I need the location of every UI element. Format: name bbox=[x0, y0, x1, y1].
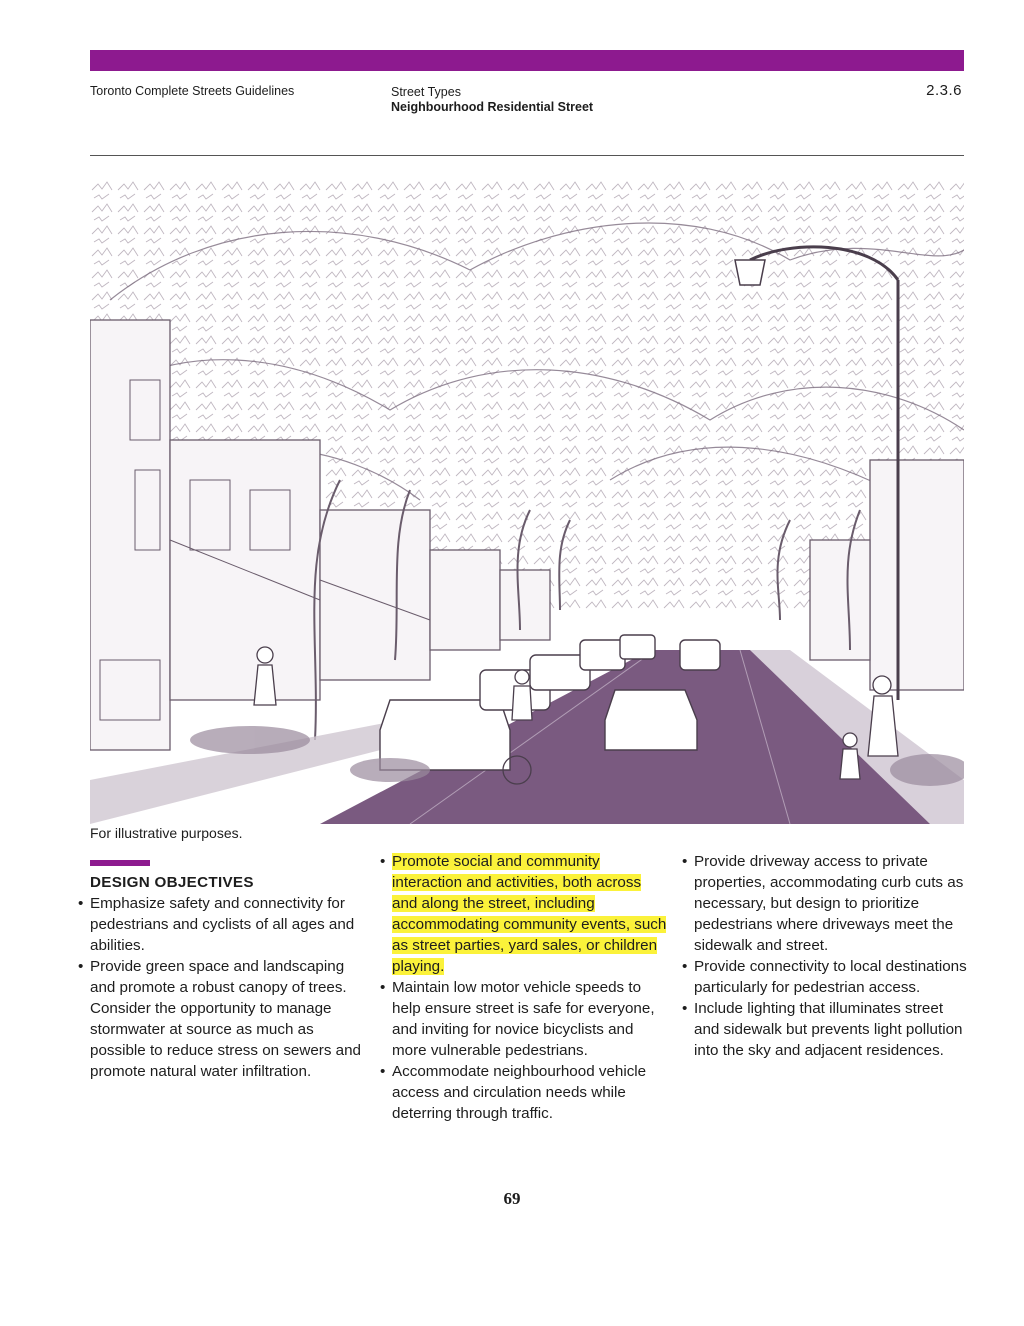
objective-item-highlighted bbox=[378, 851, 670, 977]
objectives-column-1 bbox=[76, 872, 368, 1082]
objective-item: • Maintain low motor vehicle speeds to help ensure street is safe for everyone, and inviting for novice bicyclists and more vulnerable pedestrians. bbox=[378, 977, 670, 1061]
figure-caption: For illustrative purposes. bbox=[90, 825, 243, 841]
section-title: Neighbourhood Residential Street bbox=[391, 100, 594, 114]
objective-item: • Provide driveway access to private properties, accommodating curb cuts as necessary, but design to prioritize pedestrians where driveways meet the sidewalk and street. bbox=[680, 851, 970, 956]
objective-item: • Include lighting that illuminates street and sidewalk but prevents light pollution into the sky and adjacent residences. bbox=[680, 998, 970, 1061]
header-divider bbox=[90, 155, 964, 156]
objective-item: • Provide green space and landscaping and promote a robust canopy of trees. Consider the opportunity to manage stormwater at source as much as possible to reduce stress on sewers and promote natural water infiltration. bbox=[76, 956, 368, 1082]
section-number: 2.3.6 bbox=[926, 82, 962, 99]
section-accent-bar bbox=[90, 860, 150, 866]
design-objectives-heading: DESIGN OBJECTIVES bbox=[90, 874, 254, 891]
highlighted-text: Promote social and community interaction and activities, both across and along the street, including accommodating community events, such as street parties, yard sales, or children playing. bbox=[392, 853, 667, 975]
street-illustration bbox=[90, 180, 964, 824]
section-heading bbox=[391, 85, 593, 115]
street-drawing bbox=[90, 180, 964, 824]
objective-item: • Emphasize safety and connectivity for pedestrians and cyclists of all ages and abilities. bbox=[76, 893, 368, 956]
publication-title: Toronto Complete Streets Guidelines bbox=[90, 84, 295, 98]
objectives-column-3 bbox=[680, 851, 970, 1061]
section-label: Street Types bbox=[391, 85, 461, 99]
objective-item: • Accommodate neighbourhood vehicle access and circulation needs while deterring through traffic. bbox=[378, 1061, 670, 1124]
page-number: 69 bbox=[503, 1189, 521, 1208]
objectives-column-2 bbox=[378, 851, 670, 1124]
objective-item: • Provide connectivity to local destinations particularly for pedestrian access. bbox=[680, 956, 970, 998]
header-color-bar bbox=[90, 50, 964, 71]
